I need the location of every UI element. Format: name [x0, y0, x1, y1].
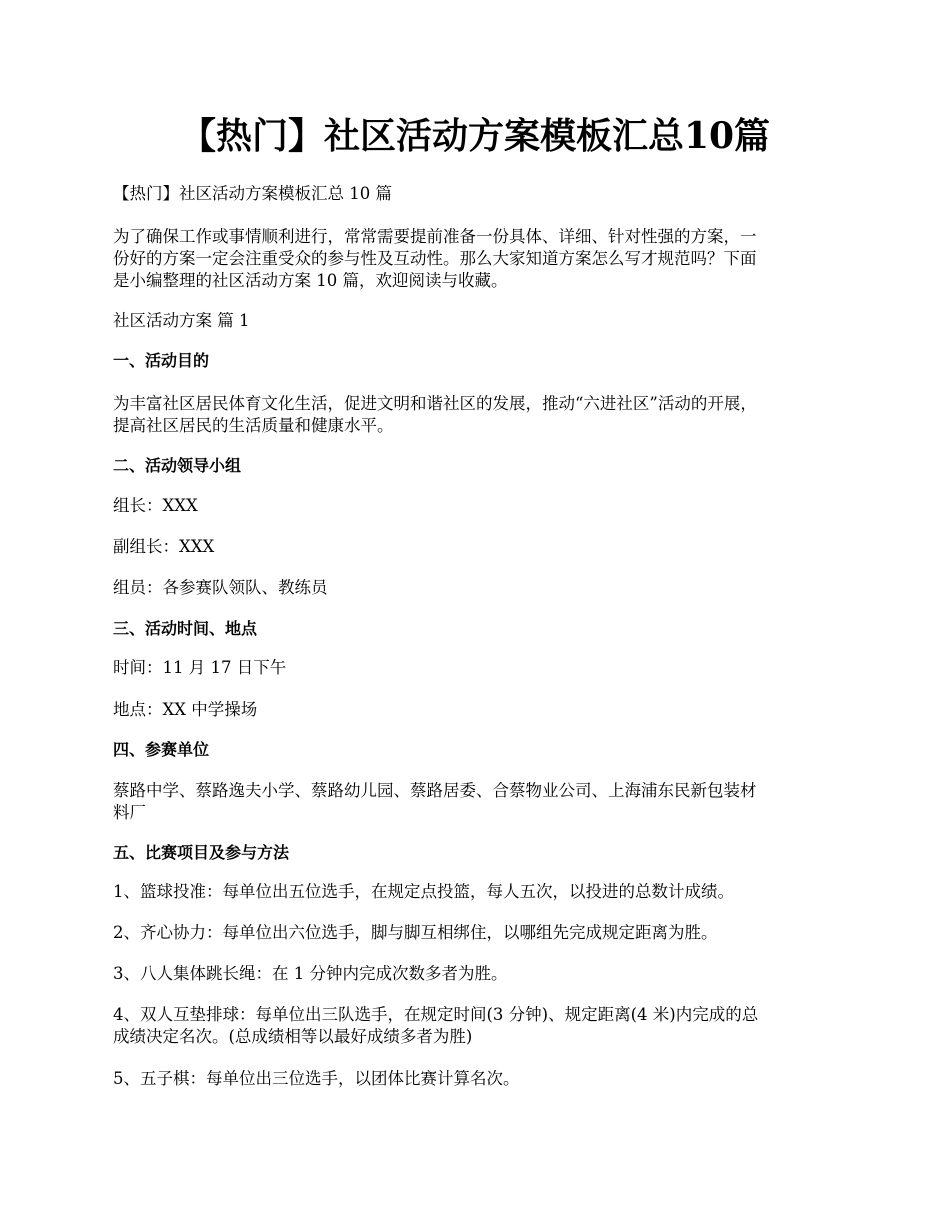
- document-title: 【热门】社区活动方案模板汇总10篇: [179, 115, 771, 157]
- place-line: 地点：XX 中学操场: [113, 700, 258, 719]
- heading-time-place: 三、活动时间、地点: [113, 619, 258, 638]
- event-item-2: 2、齐心协力：每单位出六位选手，脚与脚互相绑住，以哪组先完成规定距离为胜。: [113, 923, 718, 942]
- section-label: 社区活动方案 篇 1: [113, 311, 250, 330]
- subtitle: 【热门】社区活动方案模板汇总 10 篇: [113, 184, 392, 203]
- intro-line-3: 是小编整理的社区活动方案 10 篇，欢迎阅读与收藏。: [113, 271, 508, 290]
- event-item-3: 3、八人集体跳长绳：在 1 分钟内完成次数多者为胜。: [113, 964, 508, 983]
- purpose-line-1: 为丰富社区居民体育文化生活，促进文明和谐社区的发展，推动“六进社区”活动的开展，: [113, 394, 757, 413]
- event-item-5: 5、五子棋：每单位出三位选手，以团体比赛计算名次。: [113, 1069, 520, 1088]
- intro-line-1: 为了确保工作或事情顺利进行，常常需要提前准备一份具体、详细、针对性强的方案，一: [113, 227, 757, 246]
- event-item-1: 1、篮球投准：每单位出五位选手，在规定点投篮，每人五次，以投进的总数计成绩。: [113, 882, 734, 901]
- heading-leadership: 二、活动领导小组: [113, 456, 242, 475]
- members-line: 组员：各参赛队领队、教练员: [113, 578, 328, 597]
- event-item-4-line-1: 4、双人互垫排球：每单位出三队选手，在规定时间(3 分钟)、规定距离(4 米)内完成的总: [113, 1005, 759, 1024]
- units-line-1: 蔡路中学、蔡路逸夫小学、蔡路幼儿园、蔡路居委、合蔡物业公司、上海浦东民新包装材: [113, 781, 757, 800]
- leader-line: 组长：XXX: [113, 496, 198, 515]
- units-line-2: 料厂: [113, 803, 146, 822]
- vice-leader-line: 副组长：XXX: [113, 537, 215, 556]
- event-item-4-line-2: 成绩决定名次。(总成绩相等以最好成绩多者为胜): [113, 1027, 473, 1046]
- time-line: 时间：11 月 17 日下午: [113, 658, 287, 677]
- heading-purpose: 一、活动目的: [113, 351, 210, 370]
- intro-line-2: 份好的方案一定会注重受众的参与性及互动性。那么大家知道方案怎么写才规范吗？下面: [113, 249, 757, 268]
- heading-units: 四、参赛单位: [113, 740, 210, 759]
- purpose-line-2: 提高社区居民的生活质量和健康水平。: [113, 416, 394, 435]
- heading-events: 五、比赛项目及参与方法: [113, 843, 290, 862]
